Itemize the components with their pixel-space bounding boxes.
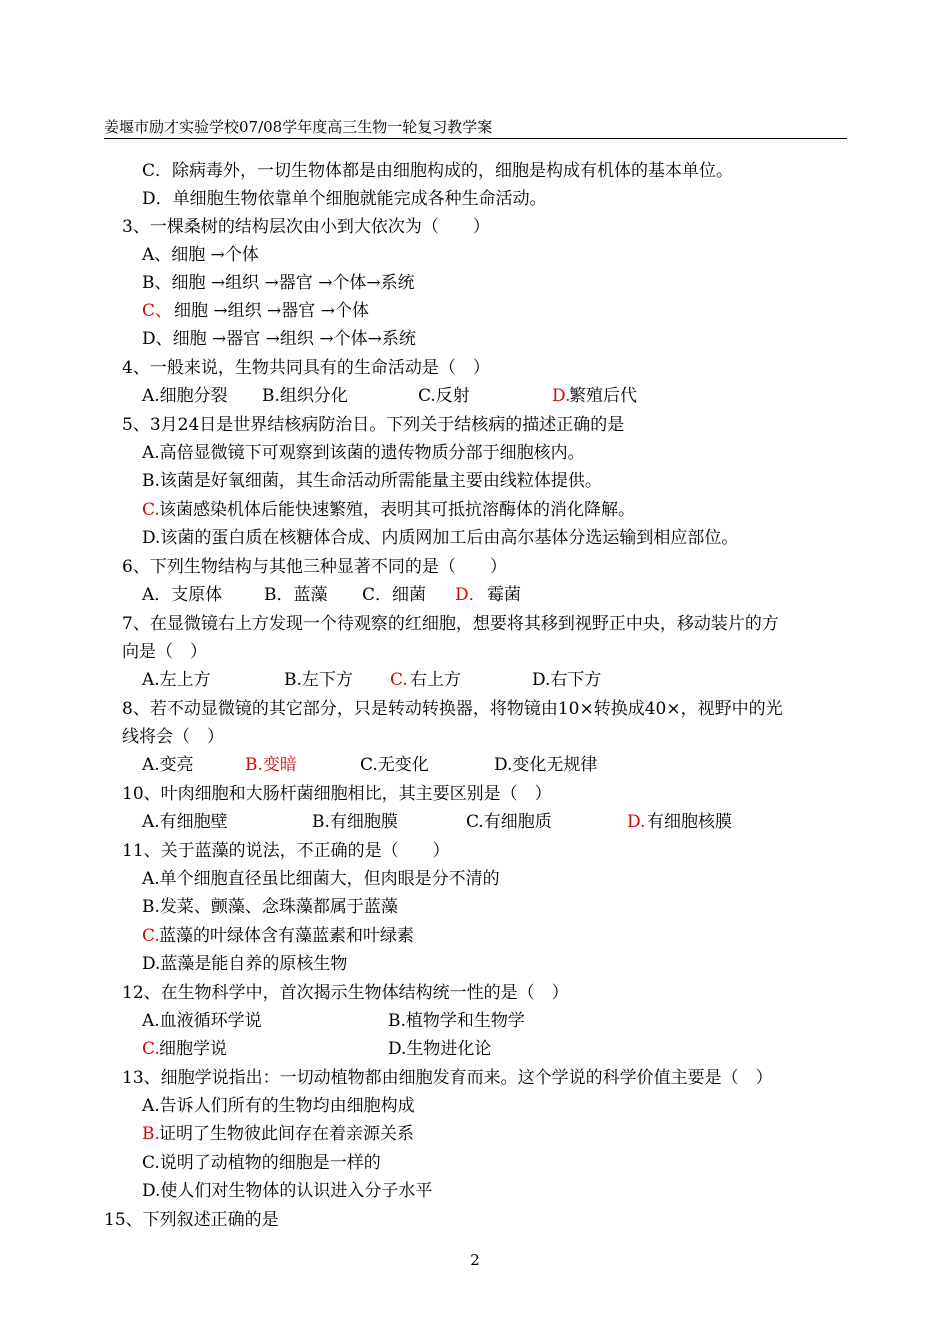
option-line: C．除病毒外，一切生物体都是由细胞构成的，细胞是构成有机体的基本单位。 [142,161,734,181]
option-a: A.左上方 [142,670,211,690]
question-6: 6、下列生物结构与其他三种显著不同的是（ ） [122,557,507,577]
option-b: B.有细胞膜 [312,812,398,832]
option-line: B.该菌是好氧细菌，其生命活动所需能量主要由线粒体提供。 [142,471,602,491]
option-c: 细胞学说 [159,1039,227,1059]
option-line: A.单个细胞直径虽比细菌大，但肉眼是分不清的 [142,869,500,889]
option-line: A.高倍显微镜下可观察到该菌的遗传物质分部于细胞核内。 [142,443,585,463]
option-d: D.生物进化论 [388,1039,492,1059]
option-c: C.反射 [418,386,470,406]
option-d: D.右下方 [532,670,602,690]
question-15: 15、下列叙述正确的是 [104,1210,279,1230]
question-11: 11、关于蓝藻的说法，不正确的是（ ） [122,841,450,861]
option-a: A.有细胞壁 [142,812,228,832]
option-a: A.血液循环学说 [142,1011,262,1031]
page-header: 姜堰市励才实验学校07/08学年度高三生物一轮复习教学案 [104,117,847,139]
option-c: C.有细胞质 [466,812,552,832]
option-line: A、细胞 →个体 [142,245,259,265]
option-line: D、细胞 →器官 →组织 →个体→系统 [142,329,416,349]
option-line: D.使人们对生物体的认识进入分子水平 [142,1181,433,1201]
question-10: 10、叶肉细胞和大肠杆菌细胞相比，其主要区别是（ ） [122,784,552,804]
question-12: 12、在生物科学中，首次揭示生物体结构统一性的是（ ） [122,983,569,1003]
option-b: B.组织分化 [262,386,348,406]
answer-letter: D. [627,812,646,832]
question-7: 7、在显微镜右上方发现一个待观察的红细胞，想要将其移到视野正中央，移动装片的方 [122,614,779,634]
option-c: 右上方 [410,670,461,690]
option-d: 繁殖后代 [569,386,637,406]
option-line: D.该菌的蛋白质在核糖体合成、内质网加工后由高尔基体分选运输到相应部位。 [142,528,739,548]
option-line-answer [142,925,642,947]
option-b: B.左下方 [284,670,353,690]
option-line: D．单细胞生物依靠单个细胞就能完成各种生命活动。 [142,189,547,209]
option-row [142,584,642,606]
option-row [142,811,762,833]
option-a: A．支原体 [142,585,223,605]
option-line: C.说明了动植物的细胞是一样的 [142,1153,381,1173]
question-5: 5、3月24日是世界结核病防治日。下列关于结核病的描述正确的是 [122,415,625,435]
question-13: 13、细胞学说指出：一切动植物都由细胞发育而来。这个学说的科学价值主要是（ ） [122,1068,773,1088]
option-row [142,1010,702,1032]
option-row [142,754,702,776]
option-line: B.发菜、颤藻、念珠藻都属于蓝藻 [142,897,398,917]
option-a: A.变亮 [142,755,194,775]
question-8: 8、若不动显微镜的其它部分，只是转动转换器，将物镜由10×转换成40×，视野中的光 [122,699,783,719]
answer-letter: C、 [142,301,173,321]
answer-letter: C. [142,500,160,520]
option-c: C.无变化 [360,755,429,775]
question-4: 4、一般来说，生物共同具有的生命活动是（ ） [122,358,490,378]
answer-letter: C. [142,1039,160,1059]
answer-letter: D. [552,386,571,406]
option-b: B．蓝藻 [264,585,328,605]
answer-letter: C. [142,926,160,946]
option-row [142,385,742,407]
option-text: 证明了生物彼此间存在着亲源关系 [159,1124,414,1144]
page-number: 2 [470,1251,480,1269]
option-d: D.变化无规律 [494,755,598,775]
option-b-answer: B.变暗 [245,755,297,775]
option-text: 细胞 →组织 →器官 →个体 [174,301,369,321]
option-line: B、细胞 →组织 →器官 →个体→系统 [142,273,415,293]
option-line-answer [142,499,742,521]
option-d: 有细胞核膜 [647,812,732,832]
option-line: D.蓝藻是能自养的原核生物 [142,954,348,974]
option-text: 该菌感染机体后能快速繁殖，表明其可抵抗溶酶体的消化降解。 [159,500,635,520]
option-text: 蓝藻的叶绿体含有藻蓝素和叶绿素 [159,926,414,946]
option-line-answer [142,300,542,322]
option-a: A.细胞分裂 [142,386,228,406]
option-row [142,1038,702,1060]
question-7-cont: 向是（ ） [122,642,207,662]
option-line: A.告诉人们所有的生物均由细胞构成 [142,1096,415,1116]
option-d: 霉菌 [487,585,521,605]
option-c: C．细菌 [362,585,427,605]
option-row [142,669,702,691]
option-line-answer [142,1123,642,1145]
option-b: B.植物学和生物学 [388,1011,525,1031]
answer-letter: C. [390,670,408,690]
answer-letter: B. [142,1124,160,1144]
answer-letter: D． [455,585,486,605]
question-3: 3、一棵桑树的结构层次由小到大依次为（ ） [122,217,490,237]
question-8-cont: 线将会（ ） [122,727,224,747]
